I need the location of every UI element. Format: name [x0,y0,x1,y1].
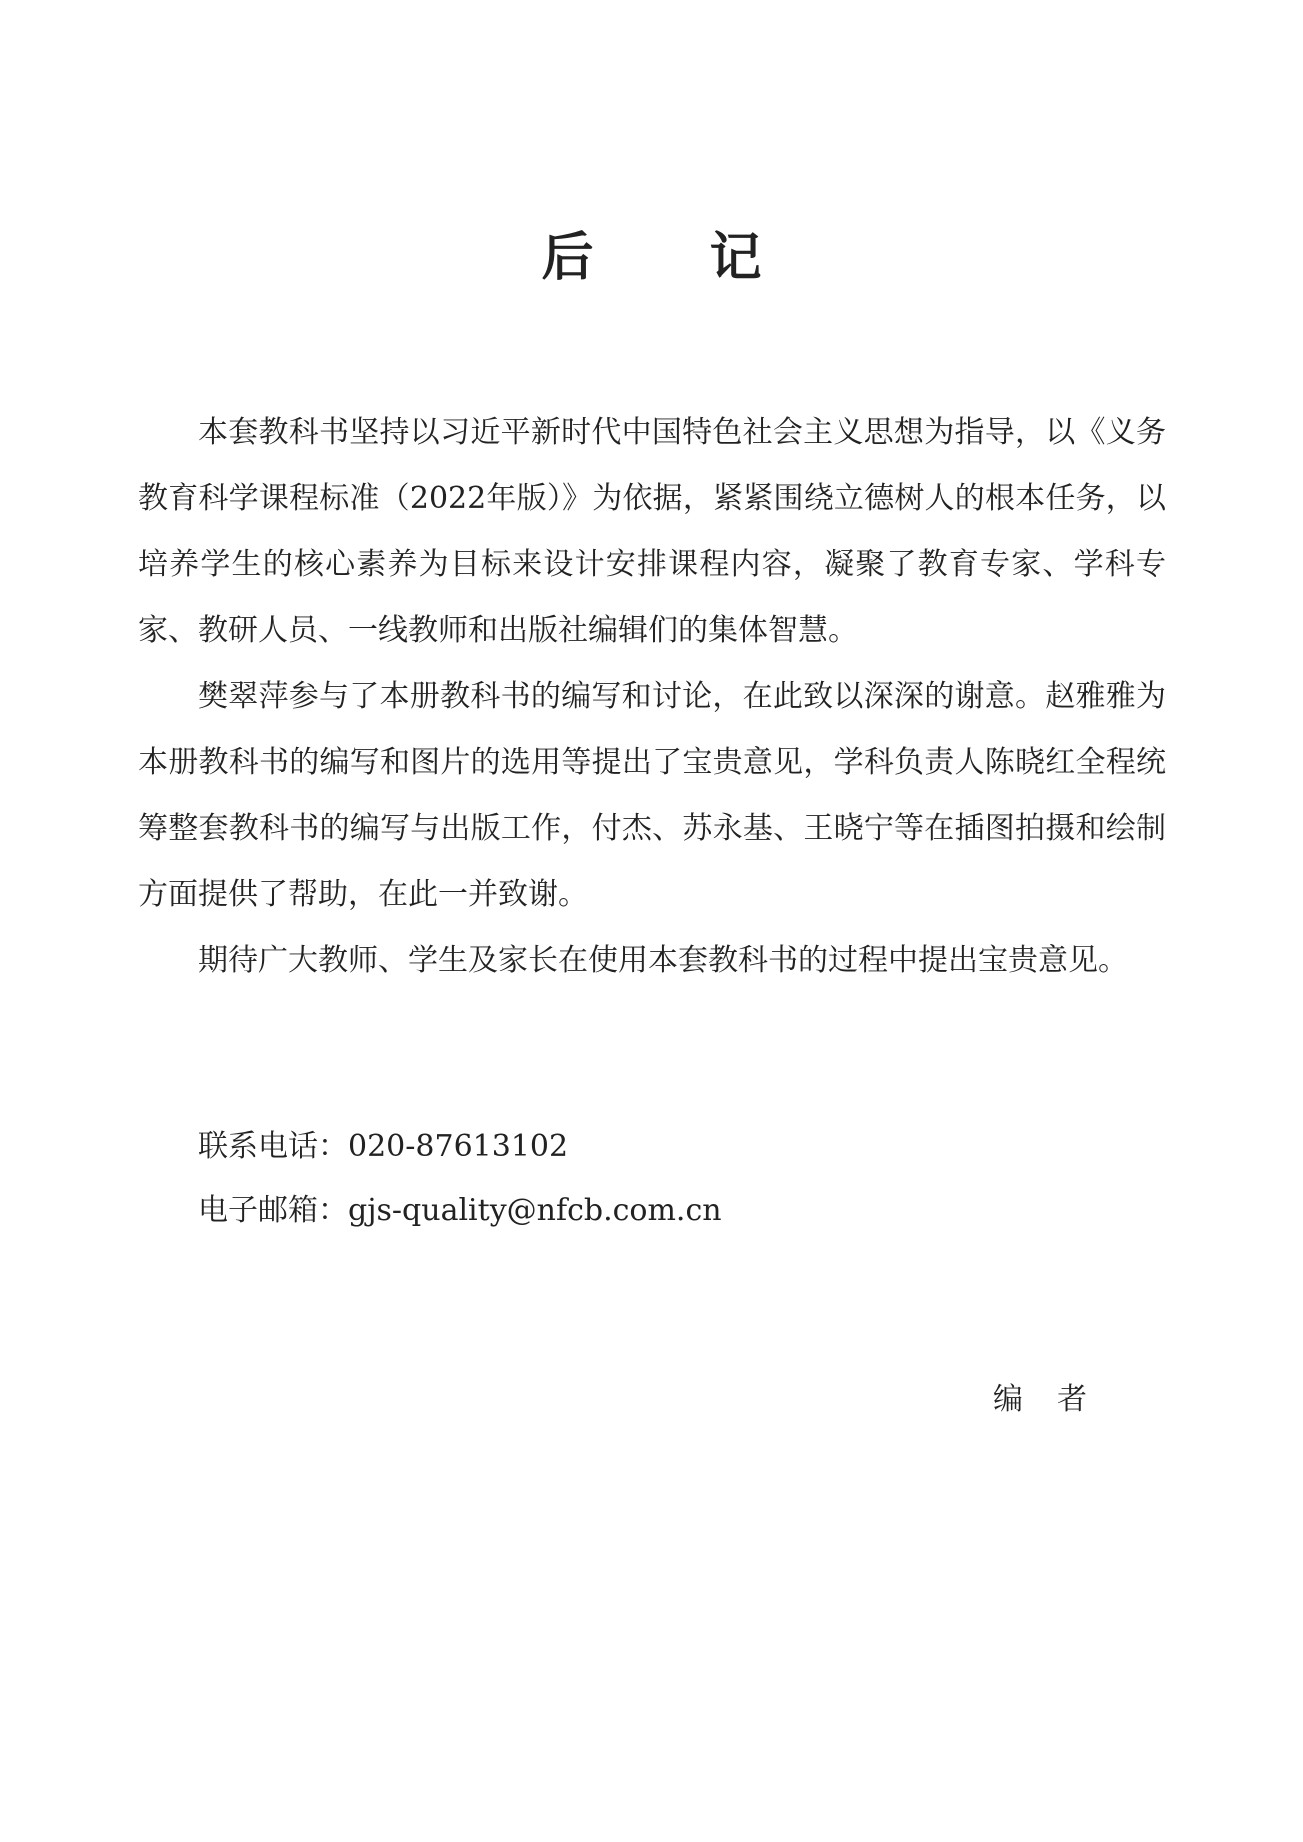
paragraph-acknowledgements: 樊翠萍参与了本册教科书的编写和讨论，在此致以深深的谢意。赵雅雅为本册教科书的编写和图片的选用等提出了宝贵意见，学科负责人陈晓红全程统筹整套教科书的编写与出版工作，付杰、苏永基、王晓宁等在插图拍摄和绘制方面提供了帮助，在此一并致谢。 [138,679,1166,912]
contact-email: 电子邮箱：gjs-quality@nfcb.com.cn [198,1193,722,1228]
contact-phone: 联系电话：020-87613102 [198,1129,569,1164]
paragraph-intro: 本套教科书坚持以习近平新时代中国特色社会主义思想为指导，以《义务教育科学课程标准（2022年版）》为依据，紧紧围绕立德树人的根本任务，以培养学生的核心素养为目标来设计安排课程内容，凝聚了教育专家、学科专家、教研人员、一线教师和出版社编辑们的集体智慧。 [138,415,1166,648]
postscript-body [138,400,1166,994]
paragraph-feedback-request: 期待广大教师、学生及家长在使用本套教科书的过程中提出宝贵意见。 [198,943,1128,978]
signature-editors: 编者 [993,1382,1121,1417]
page-title: 后记 [541,228,878,288]
